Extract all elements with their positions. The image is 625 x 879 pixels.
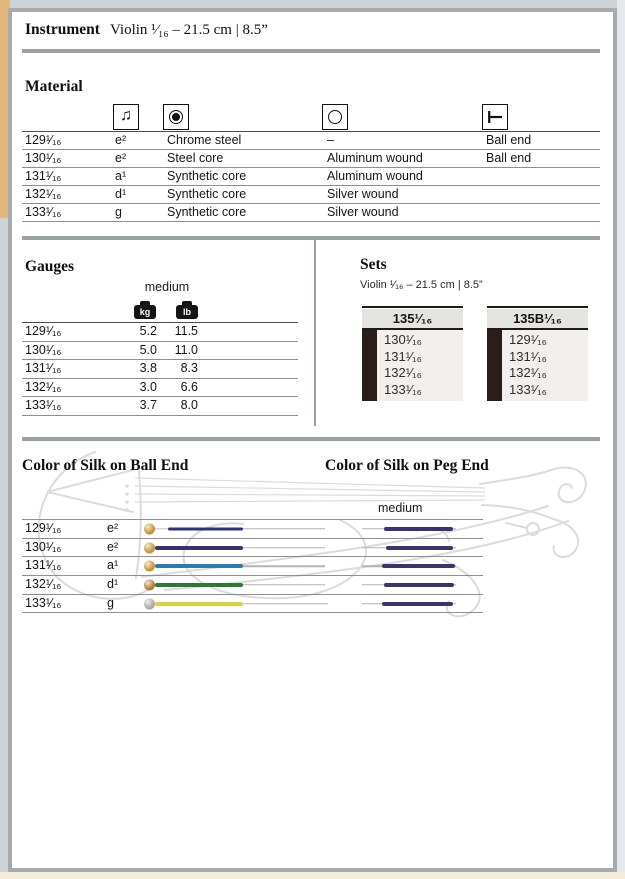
peg-end-graphic (360, 576, 483, 594)
string-winding: – (327, 133, 334, 147)
string-end: Ball end (486, 151, 532, 165)
ball (144, 561, 155, 572)
silk-row (22, 557, 483, 576)
string-id: 132¹⁄₁₆ (25, 379, 62, 394)
ball (144, 523, 155, 534)
set-card-body (362, 330, 463, 401)
ball-silk (155, 564, 243, 568)
sets-title: Sets (360, 256, 387, 273)
material-table (22, 131, 600, 222)
kg-weight-icon: kg (134, 305, 156, 319)
set-card-topline (362, 306, 463, 308)
gauge-row (22, 342, 298, 361)
string-note: d¹ (107, 577, 119, 592)
lb-weight-icon: lb (176, 305, 198, 319)
string-id: 129¹⁄₁₆ (25, 324, 62, 338)
silk-ball-title: Color of Silk on Ball End (22, 457, 189, 474)
gauge-lb: 8.0 (180, 398, 198, 412)
note-glyph: ♫ (120, 107, 132, 124)
gauges-table (22, 322, 298, 416)
peg-silk (386, 546, 453, 550)
set-item: 132¹⁄₁₆ (384, 365, 422, 380)
string-note: e² (115, 151, 127, 165)
set-item: 129¹⁄₁₆ (509, 332, 547, 347)
instrument-value: Violin ¹⁄₁₆ – 21.5 cm | 8.5” (110, 21, 268, 38)
string-end (484, 204, 600, 221)
core-icon (163, 104, 189, 130)
string-end (484, 168, 600, 185)
ball-end-graphic (142, 595, 360, 613)
string-note: g (107, 595, 114, 610)
set-item: 133¹⁄₁₆ (384, 381, 422, 397)
gauge-kg: 5.2 (139, 324, 157, 338)
silk-row (22, 520, 483, 539)
silk-table (22, 519, 483, 613)
material-row (22, 132, 600, 150)
string-id: 133¹⁄₁₆ (25, 398, 62, 412)
material-title: Material (25, 78, 83, 95)
string-winding: Aluminum wound (327, 151, 423, 165)
spec-page (8, 8, 617, 872)
material-row (22, 186, 600, 204)
gauge-lb: 11.5 (174, 324, 198, 338)
gauge-kg: 3.0 (139, 379, 157, 394)
material-row (22, 204, 600, 222)
ball-silk (155, 546, 243, 550)
string-wire (243, 603, 328, 605)
string-end: Ball end (486, 133, 532, 147)
ball-end-graphic (142, 520, 360, 538)
gauge-lb: 11.0 (174, 342, 198, 357)
set-item: 132¹⁄₁₆ (509, 365, 547, 380)
instrument-label: Instrument (25, 21, 100, 38)
set-card-topline (487, 306, 588, 308)
right-edge-strip (617, 0, 625, 879)
string-wire (243, 584, 325, 586)
set-item: 133¹⁄₁₆ (509, 381, 547, 397)
string-tube (487, 330, 502, 401)
gauges-title: Gauges (25, 258, 75, 275)
ball-end-graphic (142, 539, 360, 557)
silk-row (22, 595, 483, 614)
gauge-row (22, 379, 298, 398)
string-note: a¹ (115, 169, 127, 183)
ball-silk (168, 527, 243, 530)
string-id: 132¹⁄₁₆ (25, 577, 62, 592)
peg-silk (384, 527, 453, 531)
silk-row (22, 539, 483, 558)
ball-end-icon (482, 104, 508, 130)
string-winding: Silver wound (327, 187, 399, 201)
gauge-row (22, 360, 298, 379)
string-id: 130¹⁄₁₆ (25, 151, 62, 165)
winding-icon (322, 104, 348, 130)
silk-peg-title: Color of Silk on Peg End (325, 457, 489, 474)
ball-end-graphic (142, 576, 360, 594)
string-winding: Silver wound (327, 205, 399, 219)
note-icon (113, 104, 139, 130)
string-id: 133¹⁄₁₆ (25, 595, 62, 610)
string-core: Steel core (167, 151, 224, 165)
ball-silk (155, 583, 243, 587)
peg-silk (382, 602, 453, 606)
material-row (22, 168, 600, 186)
set-card-body (487, 330, 588, 401)
set-name: 135B¹⁄₁₆ (487, 309, 588, 330)
string-id: 131¹⁄₁₆ (25, 361, 62, 375)
string-core: Synthetic core (167, 187, 247, 201)
string-id: 131¹⁄₁₆ (25, 169, 62, 183)
section-separator (314, 236, 316, 426)
gauge-kg: 5.0 (139, 342, 157, 357)
string-note: a¹ (107, 558, 119, 573)
peg-end-graphic (360, 595, 483, 613)
string-note: e² (107, 521, 119, 535)
string-note: e² (115, 133, 127, 147)
peg-silk (382, 564, 455, 568)
gauge-row (22, 323, 298, 342)
peg-silk (384, 583, 454, 587)
set-item: 130¹⁄₁₆ (384, 332, 422, 347)
peg-variant: medium (378, 501, 423, 515)
string-id: 133¹⁄₁₆ (25, 205, 62, 219)
silk-row (22, 576, 483, 595)
string-wire (243, 565, 325, 567)
bottom-edge-strip (0, 872, 625, 879)
string-note: d¹ (115, 187, 127, 201)
string-id: 130¹⁄₁₆ (25, 342, 62, 357)
string-core: Chrome steel (167, 133, 242, 147)
set-item: 131¹⁄₁₆ (509, 348, 547, 364)
set-card (362, 306, 463, 401)
string-id: 129¹⁄₁₆ (25, 133, 62, 147)
string-id: 131¹⁄₁₆ (25, 558, 62, 573)
ball (144, 579, 155, 590)
string-id: 132¹⁄₁₆ (25, 187, 62, 201)
gauge-kg: 3.8 (139, 361, 157, 375)
peg-end-graphic (360, 557, 483, 575)
ball-end-graphic (142, 557, 360, 575)
string-note: e² (107, 539, 119, 554)
set-name: 135¹⁄₁₆ (362, 309, 463, 330)
string-id: 130¹⁄₁₆ (25, 539, 62, 554)
string-wire (243, 547, 325, 549)
ball-silk (155, 602, 243, 606)
string-note: g (115, 205, 122, 219)
gauge-kg: 3.7 (139, 398, 157, 412)
set-item: 131¹⁄₁₆ (384, 348, 422, 364)
peg-end-graphic (360, 539, 483, 557)
string-core: Synthetic core (167, 205, 247, 219)
string-id: 129¹⁄₁₆ (25, 521, 62, 535)
string-winding: Aluminum wound (327, 169, 423, 183)
ball (144, 598, 155, 609)
string-end (484, 186, 600, 203)
gauge-lb: 8.3 (180, 361, 198, 375)
string-wire (243, 528, 325, 530)
set-card (487, 306, 588, 401)
divider-bottom (22, 437, 600, 441)
string-tube (362, 330, 377, 401)
gauges-variant: medium (144, 280, 190, 294)
material-row (22, 150, 600, 168)
gauge-lb: 6.6 (180, 379, 198, 394)
sets-subtitle: Violin ¹⁄₁₆ – 21.5 cm | 8.5” (360, 279, 483, 291)
peg-end-graphic (360, 520, 483, 538)
gauge-row (22, 397, 298, 416)
divider-middle (22, 236, 600, 240)
ball (144, 542, 155, 553)
string-core: Synthetic core (167, 169, 247, 183)
divider-top (22, 49, 600, 53)
